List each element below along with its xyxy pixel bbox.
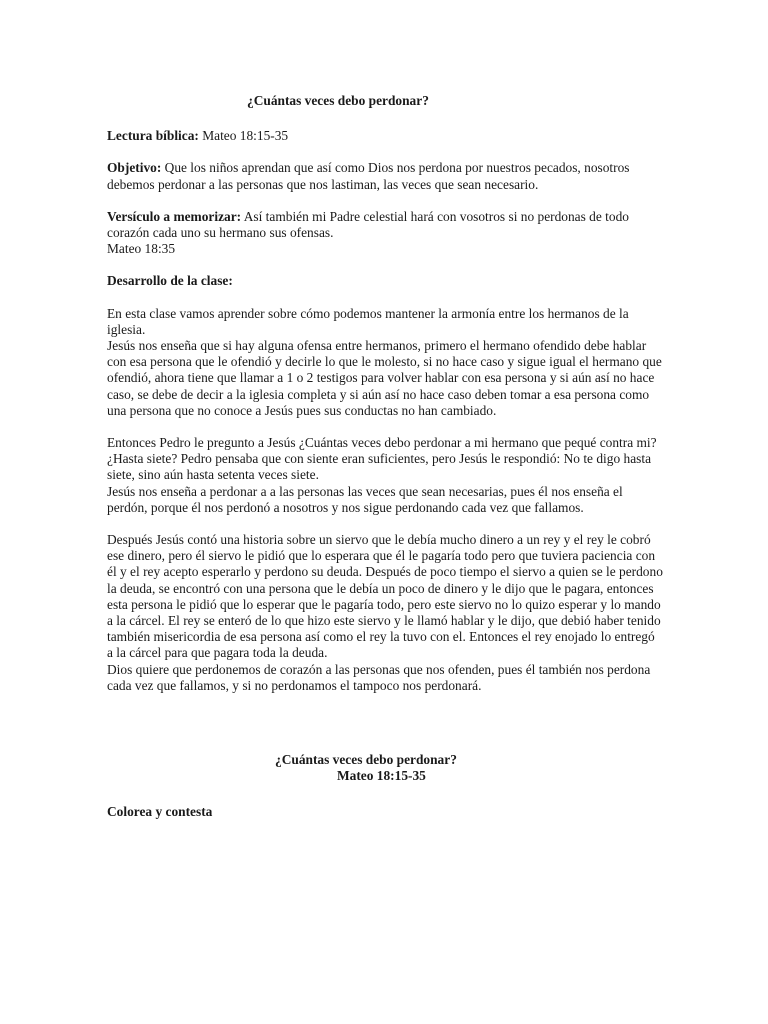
document-title: ¿Cuántas veces debo perdonar? xyxy=(247,93,429,108)
objetivo-paragraph xyxy=(107,160,663,192)
objetivo-value: Que los niños aprendan que así como Dios nos perdona por nuestros pecados, nosotros debemos perdonar a las personas que nos lastiman, las veces que sean necesario. xyxy=(107,160,630,192)
colorea-heading: Colorea y contesta xyxy=(107,803,213,819)
document-page xyxy=(107,93,663,820)
lectura-paragraph xyxy=(107,128,663,144)
paragraph: En esta clase vamos aprender sobre cómo podemos mantener la armonía entre los hermanos de la iglesia. xyxy=(107,305,629,337)
objetivo-label: Objetivo: xyxy=(107,160,162,176)
spacer xyxy=(107,710,663,752)
desarrollo-block-3 xyxy=(107,532,663,694)
desarrollo-heading: Desarrollo de la clase: xyxy=(107,273,233,289)
second-title: ¿Cuántas veces debo perdonar? xyxy=(275,752,457,768)
versiculo-paragraph xyxy=(107,209,663,258)
desarrollo-block-2 xyxy=(107,435,663,516)
second-reference: Mateo 18:15-35 xyxy=(337,768,426,784)
second-title-block xyxy=(107,752,663,784)
versiculo-reference: Mateo 18:35 xyxy=(107,241,176,257)
desarrollo-block-1 xyxy=(107,306,663,419)
paragraph: Jesús nos enseña a perdonar a a las personas las veces que sean necesarias, pues él nos enseña el perdón, porque él nos perdonó a nosotros y nos sigue perdonando cada vez que fallamos. xyxy=(107,483,623,515)
paragraph: Después Jesús contó una historia sobre un siervo que le debía mucho dinero a un rey y el rey le cobró ese dinero, pero él siervo le pidió que lo esperara que él le pagaría todo pero que tuviera paciencia con él y el rey acepto esperarlo y perdono su deuda. Después de poco tiempo el siervo a quien se le perdono la deuda, se encontró con una persona que le debía un poco de dinero y le dijo que le pagara, entonces esta persona le pidió que lo esperar que le pagaría todo, pero este siervo no lo quizo esperar y lo mando a la cárcel. El rey se enteró de lo que hizo este siervo y le llamó hablar y le dijo, que debió haber tenido también misericordia de esa persona así como el rey la tuvo con el. Entonces el rey enojado lo entregó a la cárcel para que pagara toda la deuda. xyxy=(107,532,663,661)
versiculo-value: Así también mi Padre celestial hará con vosotros si no perdonas de todo corazón cada uno su hermano sus ofensas. xyxy=(107,208,629,241)
lectura-label: Lectura bíblica: xyxy=(107,128,199,144)
paragraph: Dios quiere que perdonemos de corazón a las personas que nos ofenden, pues él también nos perdona cada vez que fallamos, y si no perdonamos el tampoco nos perdonará. xyxy=(107,661,651,693)
paragraph: Jesús nos enseña que si hay alguna ofensa entre hermanos, primero el hermano ofendido debe hablar con esa persona que le ofendió y decirle lo que le molesto, si no hace caso y sigue igual el hermano que ofendió, ahora tiene que llamar a 1 o 2 testigos para volver hablar con esa persona y si aún así no hace caso, se debe de decir a la iglesia completa y si aún así no hace caso deben tomar a esa persona como una persona que no conoce a Jesús pues sus conductas no han cambiado. xyxy=(107,338,662,418)
versiculo-label: Versículo a memorizar: xyxy=(107,208,242,224)
paragraph: Entonces Pedro le pregunto a Jesús ¿Cuántas veces debo perdonar a mi hermano que pequé contra mi? ¿Hasta siete? Pedro pensaba que con siente eran suficientes, pero Jesús le respondió: No te digo hasta siete, sino aún hasta setenta veces siete. xyxy=(107,435,657,483)
lectura-value: Mateo 18:15-35 xyxy=(198,128,289,144)
